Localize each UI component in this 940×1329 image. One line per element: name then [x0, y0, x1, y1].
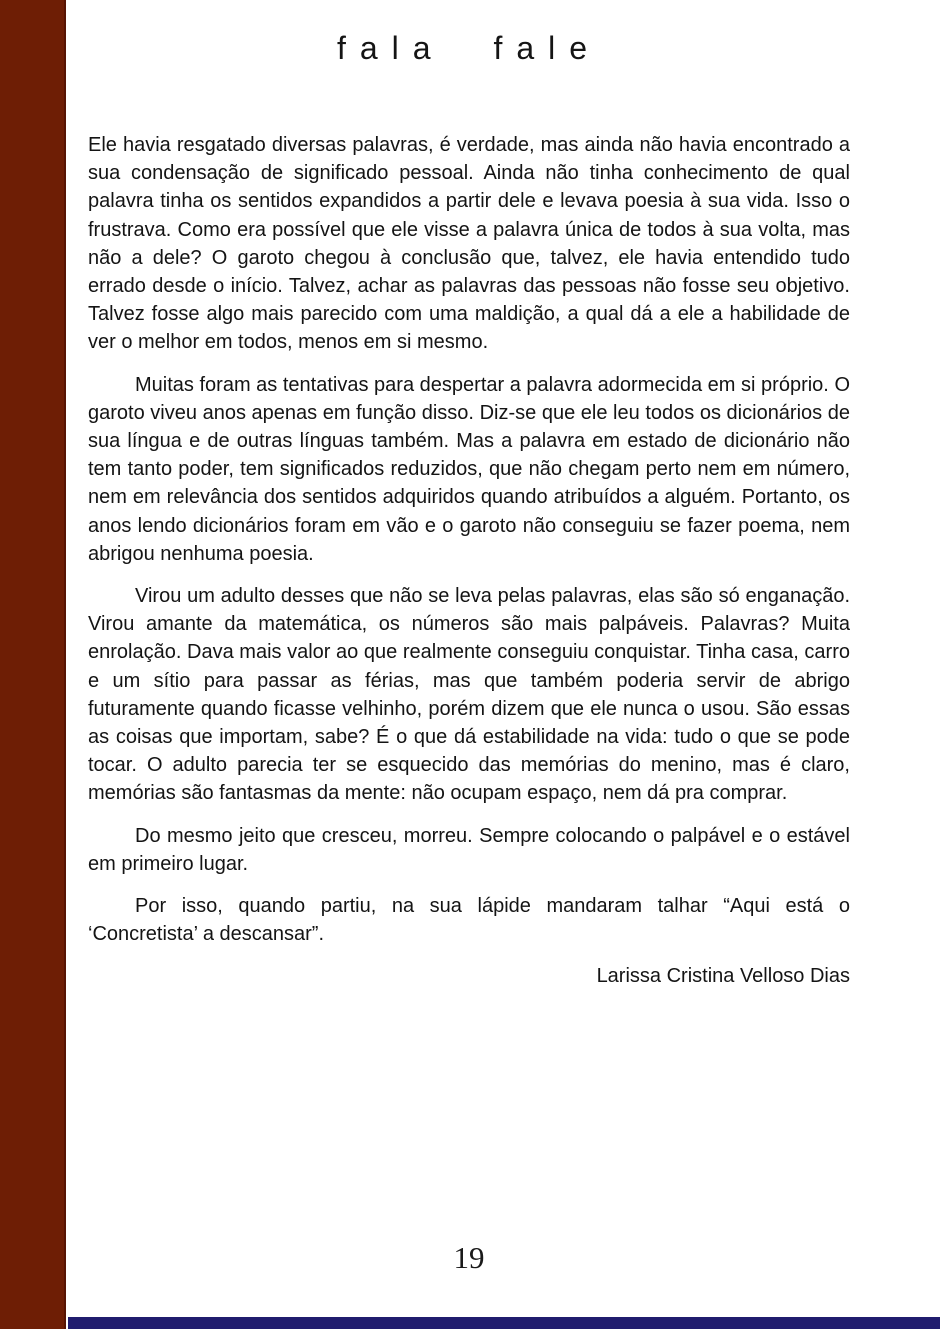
body-paragraph-4: Do mesmo jeito que cresceu, morreu. Sempre colocando o palpável e o estável em primeiro lugar. — [88, 824, 850, 875]
page-number: 19 — [453, 1240, 485, 1275]
body-text — [88, 131, 850, 990]
body-paragraph-2: Muitas foram as tentativas para despertar a palavra adormecida em si próprio. O garoto viveu anos apenas em função disso. Diz-se que ele leu todos os dicionários de sua língua e de outras línguas também. Mas a palavra em estado de dicionário não tem tanto poder, tem significados reduzidos, que não chegam perto nem em número, nem em relevância dos sentidos adquiridos quando atribuídos a alguém. Portanto, os anos lendo dicionários foram em vão e o garoto não conseguiu se fazer poema, nem abrigou nenhuma poesia. — [88, 373, 850, 565]
body-paragraph-3: Virou um adulto desses que não se leva pelas palavras, elas são só enganação. Virou amante da matemática, os números são mais palpáveis. Palavras? Muita enrolação. Dava mais valor ao que realmente conseguiu conquistar. Tinha casa, carro e um sítio para passar as férias, mas que também poderia servir de abrigo futuramente quando ficasse velhinho, porém dizem que ele nunca o usou. São essas as coisas que importam, sabe? É o que dá estabilidade na vida: tudo o que se pode tocar. O adulto parecia ter se esquecido das memórias do menino, mas é claro, memórias são fantasmas da mente: não ocupam espaço, nem dá pra comprar. — [88, 585, 850, 805]
page-title: fala fale — [336, 30, 602, 66]
author-credit: Larissa Cristina Velloso Dias — [596, 965, 850, 988]
left-margin-stripe — [0, 0, 66, 1329]
bottom-edge-bar — [68, 1317, 940, 1329]
body-paragraph-1: Ele havia resgatado diversas palavras, é verdade, mas ainda não havia encontrado a sua condensação de significado pessoal. Ainda não tinha conhecimento de qual palavra tinha os sentidos expandidos a partir dele e levava poesia à sua vida. Isso o frustrava. Como era possível que ele visse a palavra única de todos à sua volta, mas não a dele? O garoto chegou à conclusão que, talvez, ele havia entendido tudo errado desde o início. Talvez, achar as palavras das pessoas não fosse seu objetivo. Talvez fosse algo mais parecido com uma maldição, a qual dá a ele a habilidade de ver o melhor em todos, menos em si mesmo. — [88, 134, 850, 354]
body-paragraph-5: Por isso, quando partiu, na sua lápide mandaram talhar “Aqui está o ‘Concretista’ a descansar”. — [88, 895, 850, 946]
